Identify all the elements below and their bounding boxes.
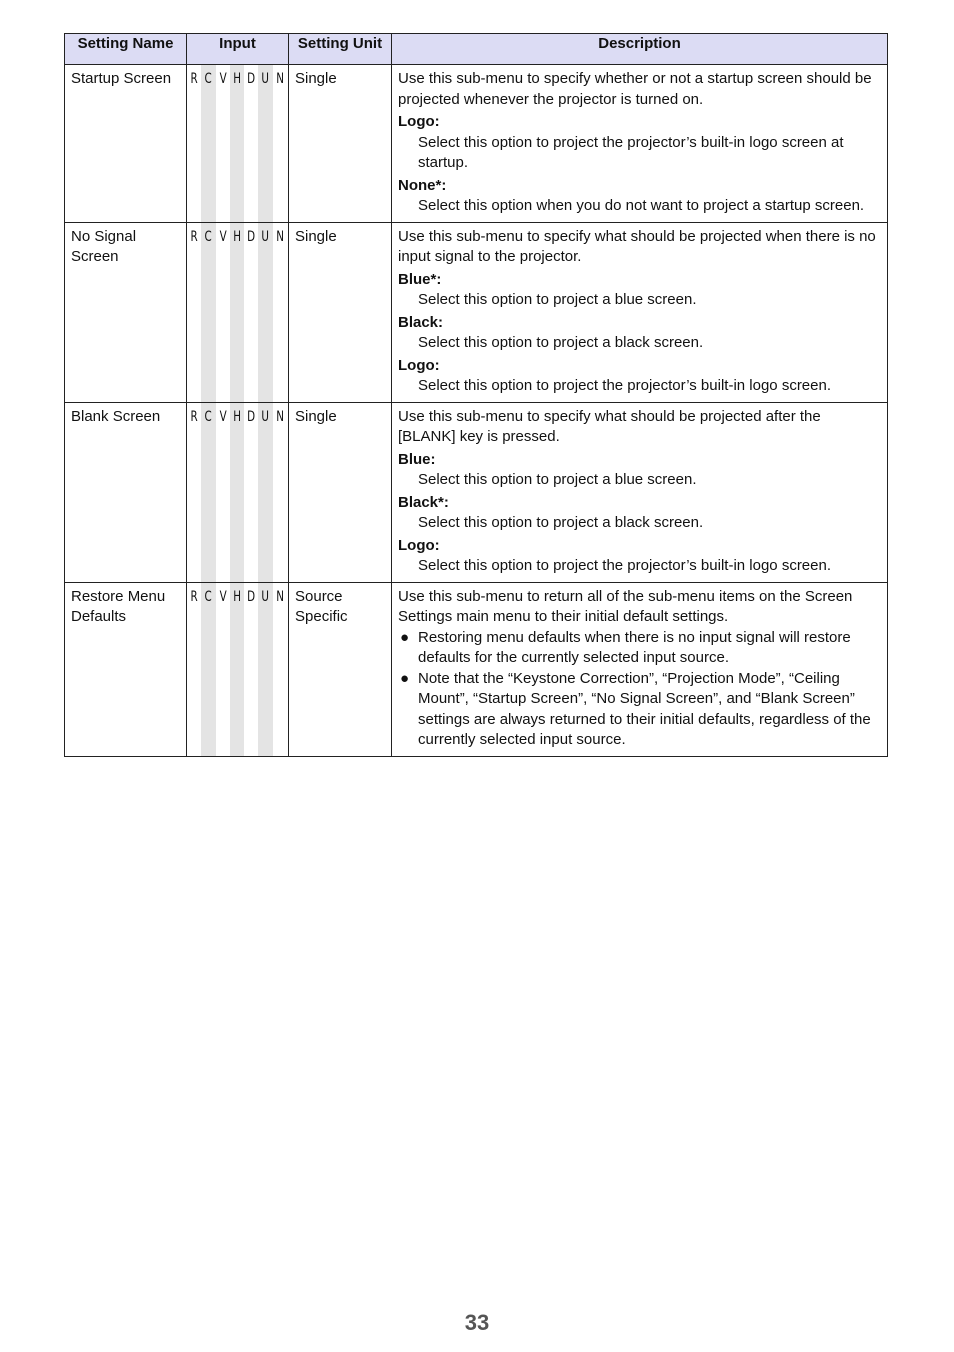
description-cell	[392, 402, 888, 582]
description-intro: Use this sub-menu to specify whether or not a startup screen should be projected whenever the projector is turned on.	[398, 70, 872, 108]
input-cell	[187, 402, 289, 582]
option-text: Select this option to project a blue screen.	[418, 471, 697, 488]
input-letter-h: H	[233, 228, 241, 245]
option-text: Select this option to project a black screen.	[418, 334, 704, 351]
description-cell	[392, 65, 888, 223]
input-letter-h: H	[233, 588, 241, 605]
input-letter-n: N	[276, 228, 284, 245]
input-letter-d: D	[247, 588, 256, 605]
option-label: Logo:	[398, 356, 440, 374]
header-setting-name: Setting Name	[65, 34, 187, 65]
input-letter-r: R	[190, 588, 198, 605]
description-intro: Use this sub-menu to specify what should be projected after the [BLANK] key is pressed.	[398, 407, 821, 445]
input-letter-u: U	[261, 228, 270, 245]
input-letter-r: R	[190, 228, 198, 245]
setting-name: Restore Menu Defaults	[65, 582, 187, 756]
input-cell	[187, 222, 289, 402]
option-text: Select this option to project the projector’s built-in logo screen.	[418, 557, 832, 574]
input-letter-h: H	[233, 71, 241, 87]
option-text: Select this option to project the projector’s built-in logo screen at startup.	[418, 133, 844, 171]
input-letter-d: D	[247, 228, 256, 245]
option-label: Logo:	[398, 536, 440, 554]
description-intro: Use this sub-menu to specify what should be projected when there is no input signal to the projector.	[398, 227, 876, 265]
option-label: Black*:	[398, 493, 449, 511]
description-cell	[392, 222, 888, 402]
header-setting-unit: Setting Unit	[289, 34, 392, 65]
bullet-dot-icon: ●	[400, 628, 410, 646]
setting-name: Startup Screen	[65, 65, 187, 223]
input-letter-c: C	[204, 408, 213, 425]
input-cell	[187, 582, 289, 756]
option-label: Black:	[398, 313, 444, 331]
header-input: Input	[187, 34, 289, 65]
input-letter-v: V	[219, 228, 227, 245]
input-letter-r: R	[190, 408, 198, 425]
input-letter-v: V	[219, 408, 227, 425]
input-letter-n: N	[276, 588, 284, 605]
option-text: Select this option to project the projector’s built-in logo screen.	[418, 377, 832, 394]
bullet-text: Note that the “Keystone Correction”, “Projection Mode”, “Ceiling Mount”, “Startup Screen”, “No Signal Screen”, and “Blank Screen” settings are always returned to their initial defaults, regardless of the currently selected input source.	[418, 669, 871, 748]
input-letter-n: N	[276, 71, 284, 87]
input-letter-u: U	[261, 408, 270, 425]
table-row	[65, 222, 888, 402]
settings-table	[64, 33, 888, 757]
setting-unit: Source Specific	[289, 582, 392, 756]
description-intro: Use this sub-menu to return all of the sub-menu items on the Screen Settings main menu to their initial default settings.	[398, 587, 853, 625]
bullet-dot-icon: ●	[400, 669, 410, 687]
header-description: Description	[392, 34, 888, 65]
page-number: 33	[464, 1310, 490, 1335]
option-label: None*:	[398, 176, 447, 194]
input-letter-h: H	[233, 408, 241, 425]
bullet-text: Restoring menu defaults when there is no input signal will restore defaults for the currently selected input source.	[418, 628, 851, 666]
option-text: Select this option when you do not want to project a startup screen.	[418, 197, 865, 214]
input-letter-r: R	[190, 71, 198, 87]
input-cell	[187, 65, 289, 223]
table-row	[65, 402, 888, 582]
input-letter-v: V	[219, 71, 227, 87]
table-row	[65, 582, 888, 756]
input-letter-u: U	[261, 71, 270, 87]
input-letter-c: C	[204, 588, 213, 605]
setting-unit: Single	[289, 222, 392, 402]
setting-name: Blank Screen	[65, 402, 187, 582]
input-letter-u: U	[261, 588, 270, 605]
option-label: Blue*:	[398, 270, 442, 288]
setting-name: No Signal Screen	[65, 222, 187, 402]
option-text: Select this option to project a black screen.	[418, 514, 704, 531]
option-label: Logo:	[398, 113, 440, 130]
table-row	[65, 65, 888, 223]
bullet-item	[398, 628, 881, 669]
setting-unit: Single	[289, 402, 392, 582]
setting-unit: Single	[289, 65, 392, 223]
option-text: Select this option to project a blue screen.	[418, 291, 697, 308]
input-letter-v: V	[219, 588, 227, 605]
input-letter-d: D	[247, 71, 256, 87]
input-letter-d: D	[247, 408, 256, 425]
input-letter-n: N	[276, 408, 284, 425]
input-letter-c: C	[204, 71, 213, 87]
description-cell	[392, 582, 888, 756]
header-row	[65, 34, 888, 65]
option-label: Blue:	[398, 450, 436, 468]
input-letter-c: C	[204, 228, 213, 245]
bullet-item	[398, 669, 881, 751]
